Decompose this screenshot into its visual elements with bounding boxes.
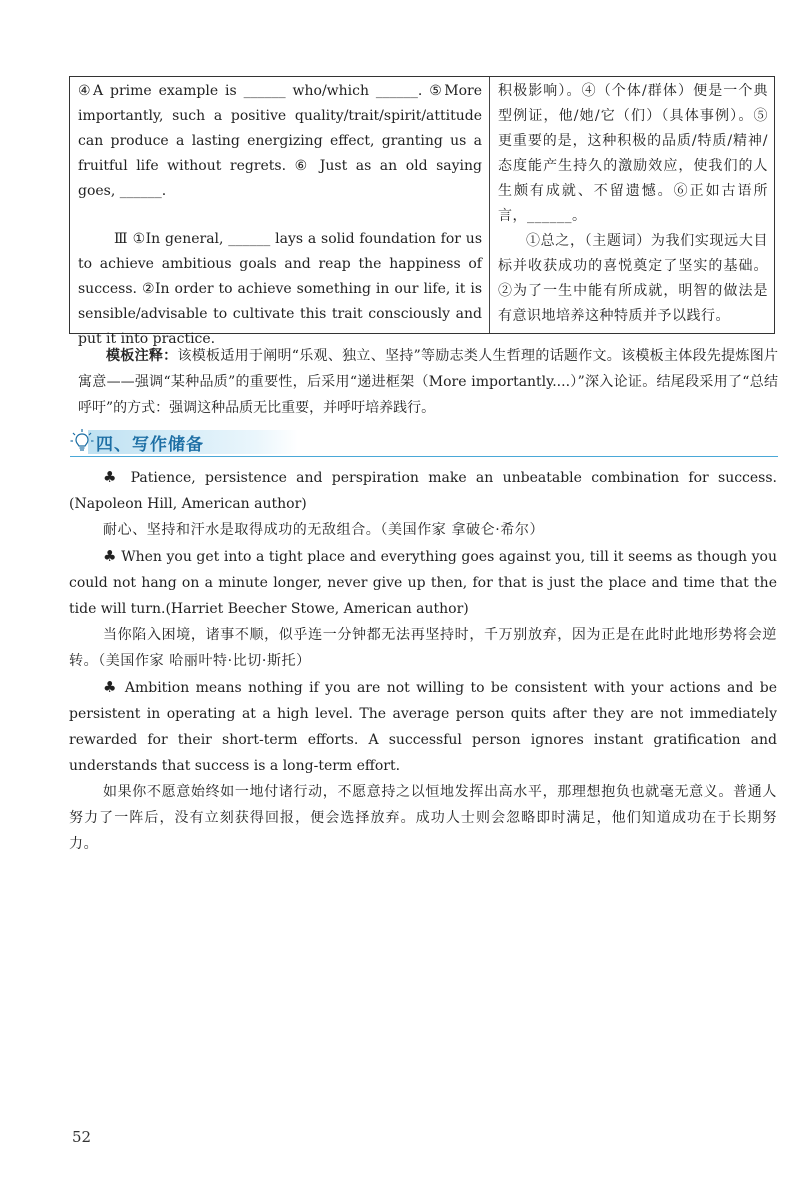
note-text: 该模板适用于阐明“乐观、独立、坚持”等励志类人生哲理的话题作文。该模板主体段先提炼图片寓意——强调“某种品质”的重要性，后采用“递进框架（More importantly....）”深入论证。结尾段采用了“总结呼吁”的方式：强调这种品质无比重要，并呼吁培养践行。: [78, 348, 779, 416]
club-icon: ♣: [103, 678, 119, 696]
page-number: 52: [72, 1128, 92, 1146]
quote-zh: 如果你不愿意始终如一地付诸行动，不愿意持之以恒地发挥出高水平，那理想抱负也就毫无意义。普通人努力了一阵后，没有立刻获得回报，便会选择放弃。成功人士则会忽略即时满足，他们知道成功在于长期努力。: [69, 784, 777, 852]
quote-en-text: When you get into a tight place and everything goes against you, till it seems as though you could not hang on a minute longer, never give up then, for that is just the place and time that the tide will turn.(Harriet Beecher Stowe, American author): [69, 549, 778, 617]
club-icon: ♣: [103, 468, 122, 486]
lightbulb-icon: [70, 428, 94, 456]
section-title: 四、写作储备: [96, 435, 204, 455]
quote-en: [69, 674, 777, 779]
english-paragraph-1: ④A prime example is ______ who/which ______. ⑤More importantly, such a positive quality/trait/spirit/attitude can produce a lasting energizing effect, granting us a fruitful life without regrets. ⑥ Just as an old saying goes, ______.: [78, 83, 482, 199]
english-paragraph-2: Ⅲ ①In general, ______ lays a solid foundation for us to achieve ambitious goals and reap the happiness of success. ②In order to achieve something in our life, it is sensible/advisable to cultivate this trait consciously and put it into practice.: [78, 231, 482, 347]
quote-zh: 耐心、坚持和汗水是取得成功的无敌组合。（美国作家 拿破仑·希尔）: [103, 522, 545, 538]
quote-en: [69, 464, 777, 517]
template-table: [69, 76, 775, 347]
quotes-body: [69, 464, 777, 857]
club-icon: ♣: [103, 547, 117, 565]
quote-en-text: Patience, persistence and perspiration make an unbeatable combination for success.(Napoleon Hill, American author): [69, 470, 777, 512]
chinese-column: [490, 77, 774, 333]
quote-en-text: Ambition means nothing if you are not willing to be consistent with your actions and be persistent in operating at a high level. The average person quits after they are not immediately rewarded for their short-term efforts. A successful person ignores instant gratification and understands that success is a long-term effort.: [69, 680, 777, 774]
chinese-paragraph-2: ①总之，（主题词）为我们实现远大目标并收获成功的喜悦奠定了坚实的基础。②为了一生中能有所成就，明智的做法是有意识地培养这种特质并予以践行。: [498, 233, 768, 324]
quote-en: [69, 543, 777, 622]
template-note: [78, 343, 778, 421]
section-header: [70, 428, 778, 457]
note-label: 模板注释：: [106, 348, 178, 364]
chinese-paragraph-1: 积极影响）。④（个体/群体）便是一个典型例证，他/她/它（们）（具体事例）。⑤更重要的是，这种积极的品质/特质/精神/态度能产生持久的激励效应，使我们的人生颇有成就、不留遗憾。⑥正如古语所言，______。: [498, 83, 768, 224]
quote-zh: 当你陷入困境，诸事不顺，似乎连一分钟都无法再坚持时，千万别放弃，因为正是在此时此地形势将会逆转。（美国作家 哈丽叶特·比切·斯托）: [69, 627, 777, 669]
english-column: [70, 77, 490, 347]
